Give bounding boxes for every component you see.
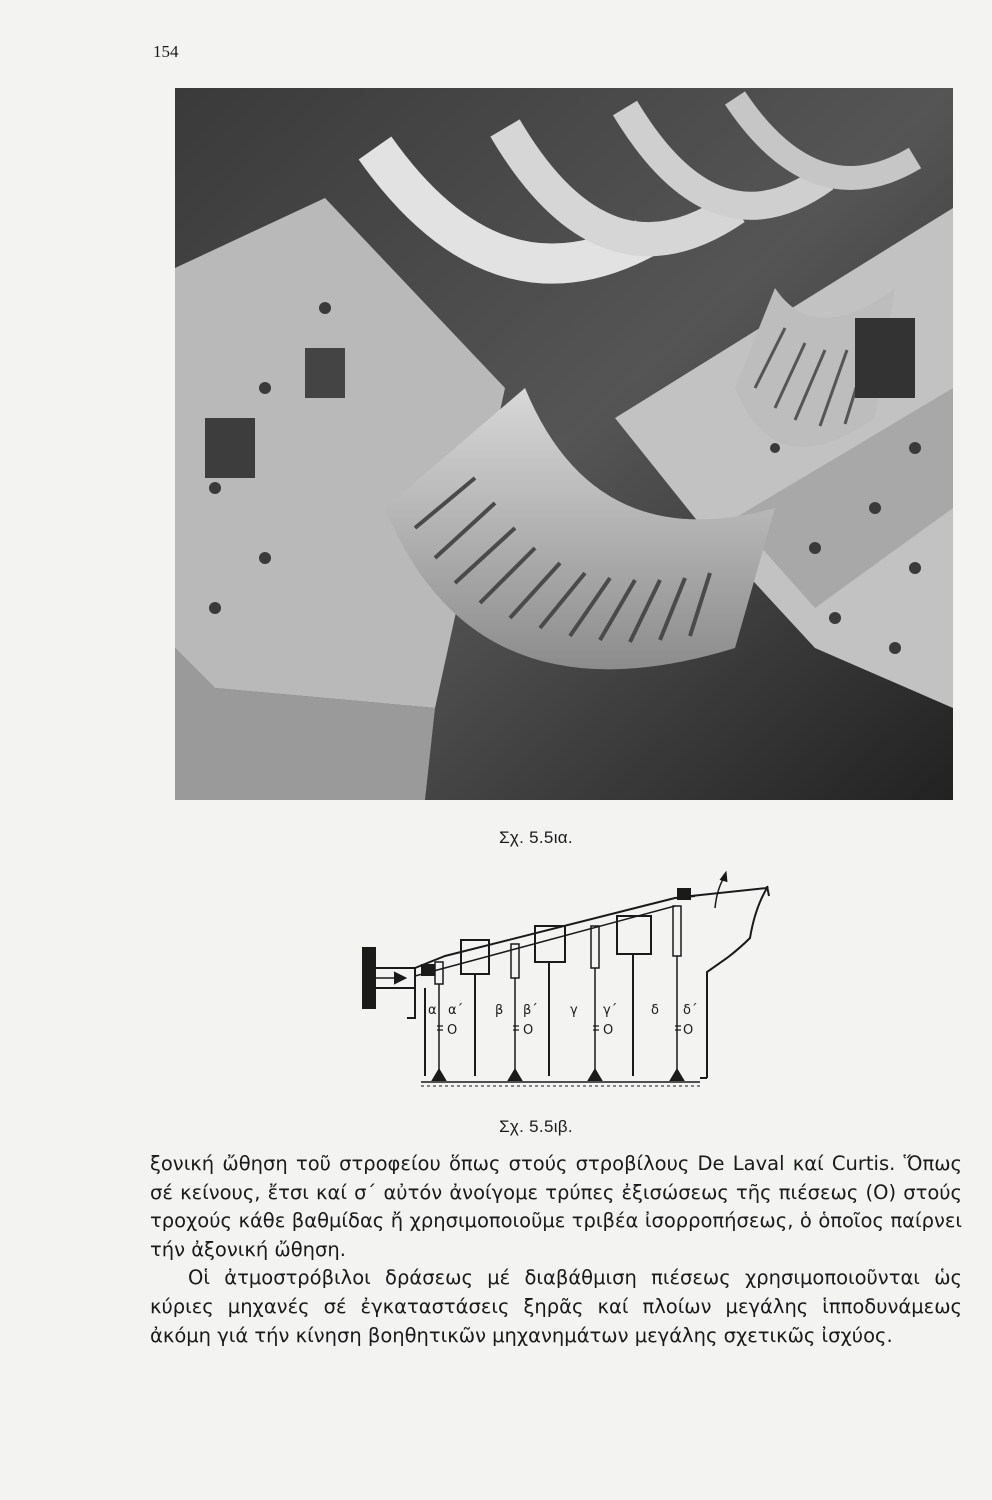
- page-number: 154: [153, 42, 179, 61]
- figure-caption-diagram: Σχ. 5.5ιβ.: [499, 1117, 573, 1136]
- hole-label-2: O: [523, 1023, 534, 1038]
- label-gamma: γ: [570, 1003, 578, 1018]
- label-delta-prime: δ΄: [683, 1003, 698, 1018]
- figure-caption-photo: Σχ. 5.5ια.: [499, 828, 573, 847]
- label-beta: β: [495, 1003, 504, 1018]
- hole-label-3: O: [603, 1023, 614, 1038]
- label-alpha: α: [428, 1003, 437, 1018]
- body-text: [150, 1150, 962, 1350]
- label-alpha-prime: α΄: [448, 1003, 464, 1018]
- hole-label-1: O: [447, 1023, 458, 1038]
- paragraph-2: Οἱ ἀτμοστρόβιλοι δράσεως μέ διαβάθμιση πιέσεως χρησιμοποιοῦνται ὡς κύριες μηχανές σέ ἐγκαταστάσεις ξηρᾶς καί πλοίων μεγάλης ἱπποδυνάμεως ἀκόμη γιά τήν κίνηση βοηθητικῶν μηχανημάτων μεγάλης σχετικῶς ἰσχύος.: [150, 1266, 962, 1347]
- paragraph-1: ξονική ὤθηση τοῦ στροφείου ὅπως στούς στροβίλους De Laval καί Curtis. Ὅπως σέ κείνους, ἔτσι καί σ΄ αὐτόν ἀνοίγομε τρύπες ἐξισώσεως τῆς πιέσεως (O) στούς τροχούς κάθε βαθμίδας ἤ χρησιμοποιοῦμε τριβέα ἰσορροπήσεως, ὁ ὁποῖος παίρνει τήν ἀξονική ὤθηση.: [150, 1152, 962, 1261]
- turbine-stage-diagram: [355, 868, 785, 1093]
- label-beta-prime: β΄: [523, 1003, 538, 1018]
- hole-label-4: O: [683, 1023, 694, 1038]
- label-delta: δ: [651, 1003, 659, 1018]
- label-gamma-prime: γ΄: [603, 1003, 618, 1018]
- turbine-casing-photo: [175, 88, 953, 800]
